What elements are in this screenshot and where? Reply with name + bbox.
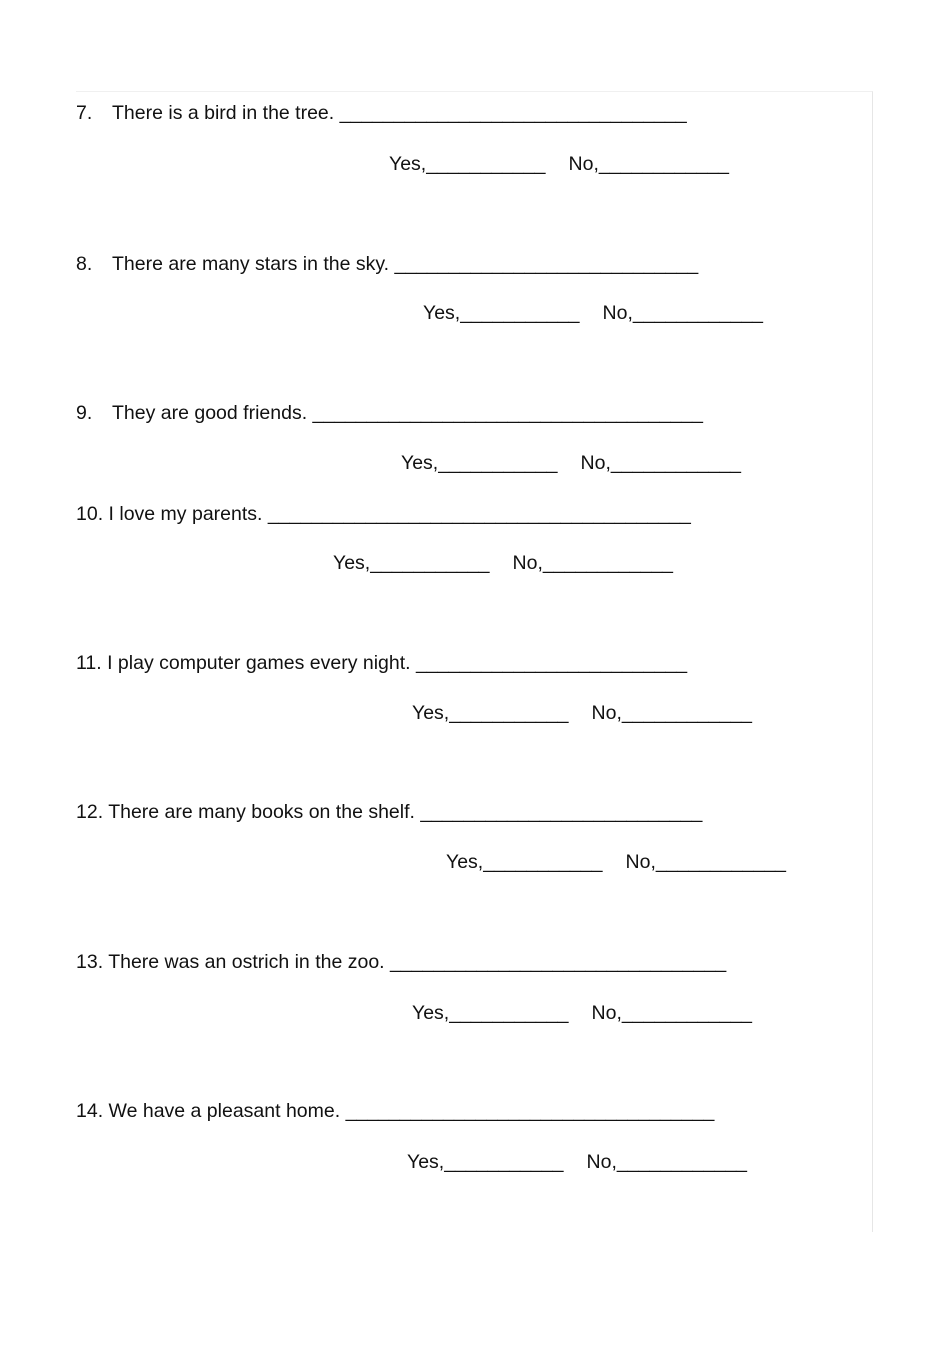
question-text: We have a pleasant home. bbox=[108, 1100, 346, 1122]
yes-option[interactable]: Yes,___________ bbox=[446, 851, 603, 873]
answer-blank[interactable]: ____________________________________ bbox=[312, 402, 703, 424]
question-text: There are many stars in the sky. bbox=[112, 253, 395, 275]
answer-blank[interactable]: __________________________ bbox=[420, 801, 703, 823]
question-text: I play computer games every night. bbox=[107, 652, 416, 674]
no-option[interactable]: No,____________ bbox=[625, 851, 787, 873]
answer-blank[interactable]: _______________________________________ bbox=[267, 503, 691, 525]
no-option[interactable]: No,____________ bbox=[580, 452, 742, 474]
question-text: There is a bird in the tree. bbox=[112, 102, 340, 124]
yes-option[interactable]: Yes,___________ bbox=[423, 302, 580, 324]
yes-no-row-11 bbox=[412, 701, 752, 725]
question-14 bbox=[76, 1099, 714, 1123]
question-number: 9. bbox=[76, 402, 93, 424]
answer-blank[interactable]: __________________________________ bbox=[345, 1100, 715, 1122]
yes-option[interactable]: Yes,___________ bbox=[412, 702, 569, 724]
yes-option[interactable]: Yes,___________ bbox=[333, 552, 490, 574]
question-number: 12. bbox=[76, 801, 104, 823]
yes-no-row-10 bbox=[333, 551, 673, 575]
yes-no-row-8 bbox=[423, 301, 763, 325]
yes-no-row-7 bbox=[389, 152, 729, 176]
no-option[interactable]: No,____________ bbox=[568, 153, 730, 175]
question-number: 13. bbox=[76, 951, 104, 973]
question-8 bbox=[76, 252, 698, 276]
yes-no-row-13 bbox=[412, 1001, 752, 1025]
no-option[interactable]: No,____________ bbox=[591, 702, 753, 724]
question-10 bbox=[76, 502, 691, 526]
yes-option[interactable]: Yes,___________ bbox=[401, 452, 558, 474]
no-option[interactable]: No,____________ bbox=[602, 302, 764, 324]
question-number: 8. bbox=[76, 253, 93, 275]
yes-no-row-14 bbox=[407, 1150, 747, 1174]
question-11 bbox=[76, 651, 687, 675]
yes-option[interactable]: Yes,___________ bbox=[412, 1002, 569, 1024]
question-text: They are good friends. bbox=[112, 402, 313, 424]
question-12 bbox=[76, 800, 702, 824]
question-9 bbox=[76, 401, 703, 425]
no-option[interactable]: No,____________ bbox=[591, 1002, 753, 1024]
yes-option[interactable]: Yes,___________ bbox=[407, 1151, 564, 1173]
answer-blank[interactable]: ____________________________ bbox=[394, 253, 699, 275]
yes-no-row-9 bbox=[401, 451, 741, 475]
question-13 bbox=[76, 950, 726, 974]
yes-option[interactable]: Yes,___________ bbox=[389, 153, 546, 175]
question-text: There was an ostrich in the zoo. bbox=[108, 951, 390, 973]
question-number: 14. bbox=[76, 1100, 104, 1122]
answer-blank[interactable]: ________________________________ bbox=[339, 102, 687, 124]
answer-blank[interactable]: _______________________________ bbox=[390, 951, 727, 973]
question-number: 7. bbox=[76, 102, 93, 124]
answer-blank[interactable]: _________________________ bbox=[416, 652, 688, 674]
question-7 bbox=[76, 101, 687, 125]
question-text: There are many books on the shelf. bbox=[108, 801, 421, 823]
question-text: I love my parents. bbox=[108, 503, 268, 525]
no-option[interactable]: No,____________ bbox=[512, 552, 674, 574]
question-number: 11. bbox=[76, 652, 102, 674]
yes-no-row-12 bbox=[446, 850, 786, 874]
no-option[interactable]: No,____________ bbox=[586, 1151, 748, 1173]
question-number: 10. bbox=[76, 503, 104, 525]
